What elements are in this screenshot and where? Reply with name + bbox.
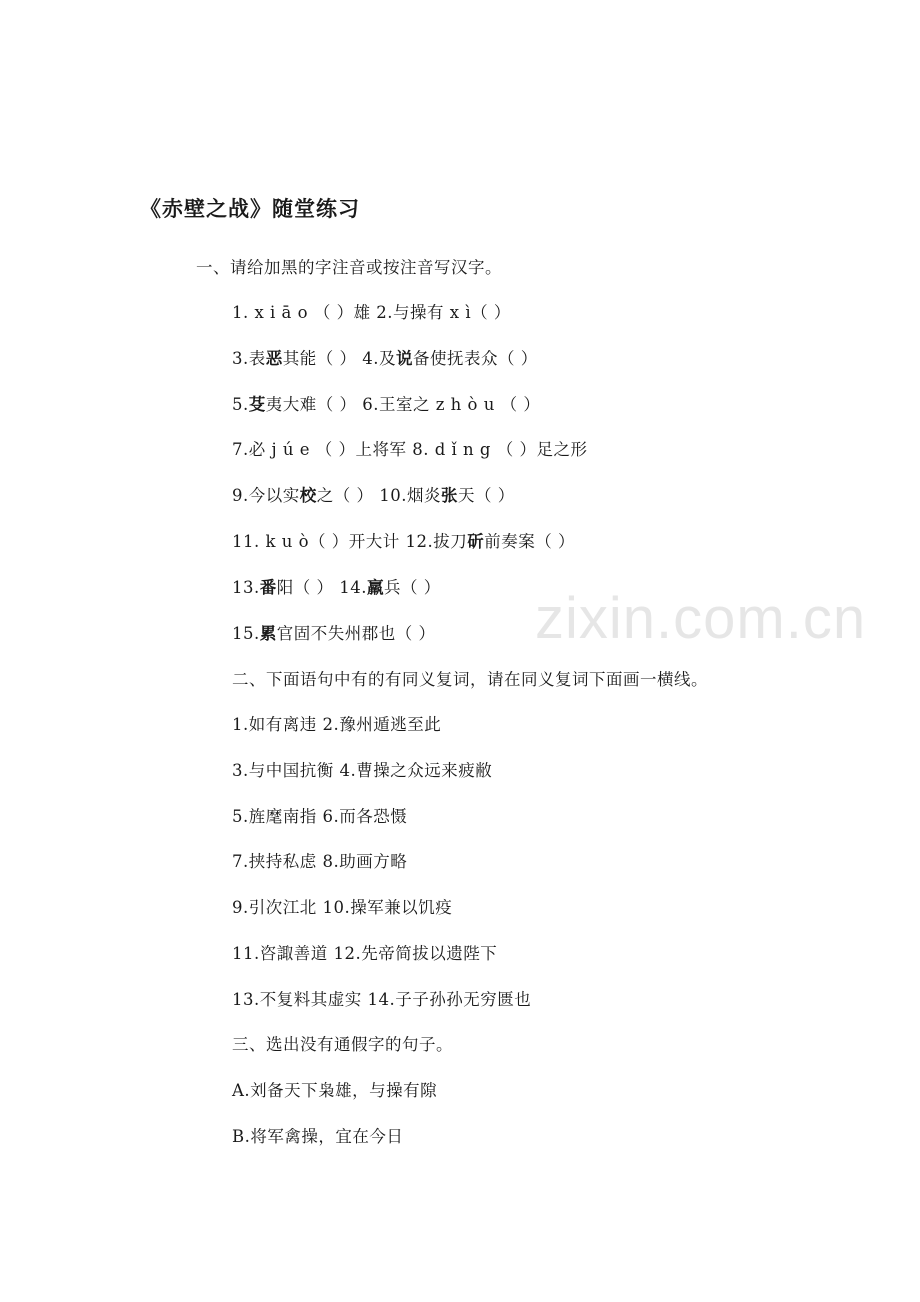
section2-heading: 二、下面语句中有的有同义复词，请在同义复词下面画一横线。 — [232, 670, 708, 689]
bold-char: 番 — [259, 578, 277, 597]
section1-item-2 — [232, 345, 538, 369]
item-text: 9.今以实 — [232, 486, 300, 505]
section2-item: 13.不复料其虚实 14.子子孙孙无穷匮也 — [232, 990, 532, 1009]
section2-item: 1.如有离违 2.豫州遁逃至此 — [232, 715, 442, 734]
section2-item: 11.咨諏善道 12.先帝简拔以遗陛下 — [232, 944, 498, 963]
item-text: 官固不失州郡也（ ） — [276, 624, 436, 643]
item-text: 13. — [232, 578, 260, 597]
item-text: 备使抚表众（ ） — [412, 349, 538, 368]
section1-heading: 一、请给加黑的字注音或按注音写汉字。 — [196, 258, 502, 277]
item-text: 兵（ ） — [383, 578, 441, 597]
bold-char: 校 — [299, 486, 317, 505]
bold-char: 芟 — [248, 395, 266, 414]
item-text: 天（ ） — [457, 486, 515, 505]
bold-char: 斫 — [467, 532, 485, 551]
section1-item-1 — [232, 299, 511, 323]
item-text: 15. — [232, 624, 260, 643]
bold-char: 恶 — [265, 349, 283, 368]
item-text: 其能（ ） 4.及 — [282, 349, 396, 368]
section1-item-8 — [232, 620, 436, 644]
bold-char: 羸 — [366, 578, 384, 597]
item-text: 夷大难（ ） 6.王室之 z h ò u （ ） — [265, 395, 541, 414]
section1-item-5 — [232, 482, 515, 506]
section1-item-6 — [232, 528, 575, 552]
item-text: 阳（ ） 14. — [276, 578, 367, 597]
bold-char: 累 — [259, 624, 277, 643]
page-title: 《赤壁之战》随堂练习 — [140, 197, 360, 221]
item-text: 1. x i ā o （ ）雄 2.与操有 x ì（ ） — [232, 303, 511, 322]
section2-item: 7.挟持私虑 8.助画方略 — [232, 852, 408, 871]
item-text: 7.必 j ú e （ ）上将军 8. d ǐ n g （ ）足之形 — [232, 440, 588, 459]
item-text: 5. — [232, 395, 249, 414]
section3-option-a: A.刘备天下枭雄，与操有隙 — [232, 1081, 438, 1100]
section1-item-4 — [232, 436, 587, 460]
section2-item: 9.引次江北 10.操军兼以饥疫 — [232, 898, 453, 917]
item-text: 11. k u ò（ ）开大计 12.拔刀 — [232, 532, 468, 551]
bold-char: 张 — [440, 486, 458, 505]
watermark: zixin.com.cn — [535, 586, 867, 651]
item-text: 之（ ） 10.烟炎 — [316, 486, 441, 505]
section2-item: 5.旌麾南指 6.而各恐慑 — [232, 807, 408, 826]
section3-option-b: B.将军禽操，宜在今日 — [232, 1127, 404, 1146]
item-text: 前奏案（ ） — [484, 532, 576, 551]
section1-item-3 — [232, 391, 540, 415]
section3-heading: 三、选出没有通假字的句子。 — [232, 1035, 453, 1054]
bold-char: 说 — [395, 349, 413, 368]
section1-item-7 — [232, 574, 441, 598]
item-text: 3.表 — [232, 349, 266, 368]
section2-item: 3.与中国抗衡 4.曹操之众远来疲敝 — [232, 761, 493, 780]
